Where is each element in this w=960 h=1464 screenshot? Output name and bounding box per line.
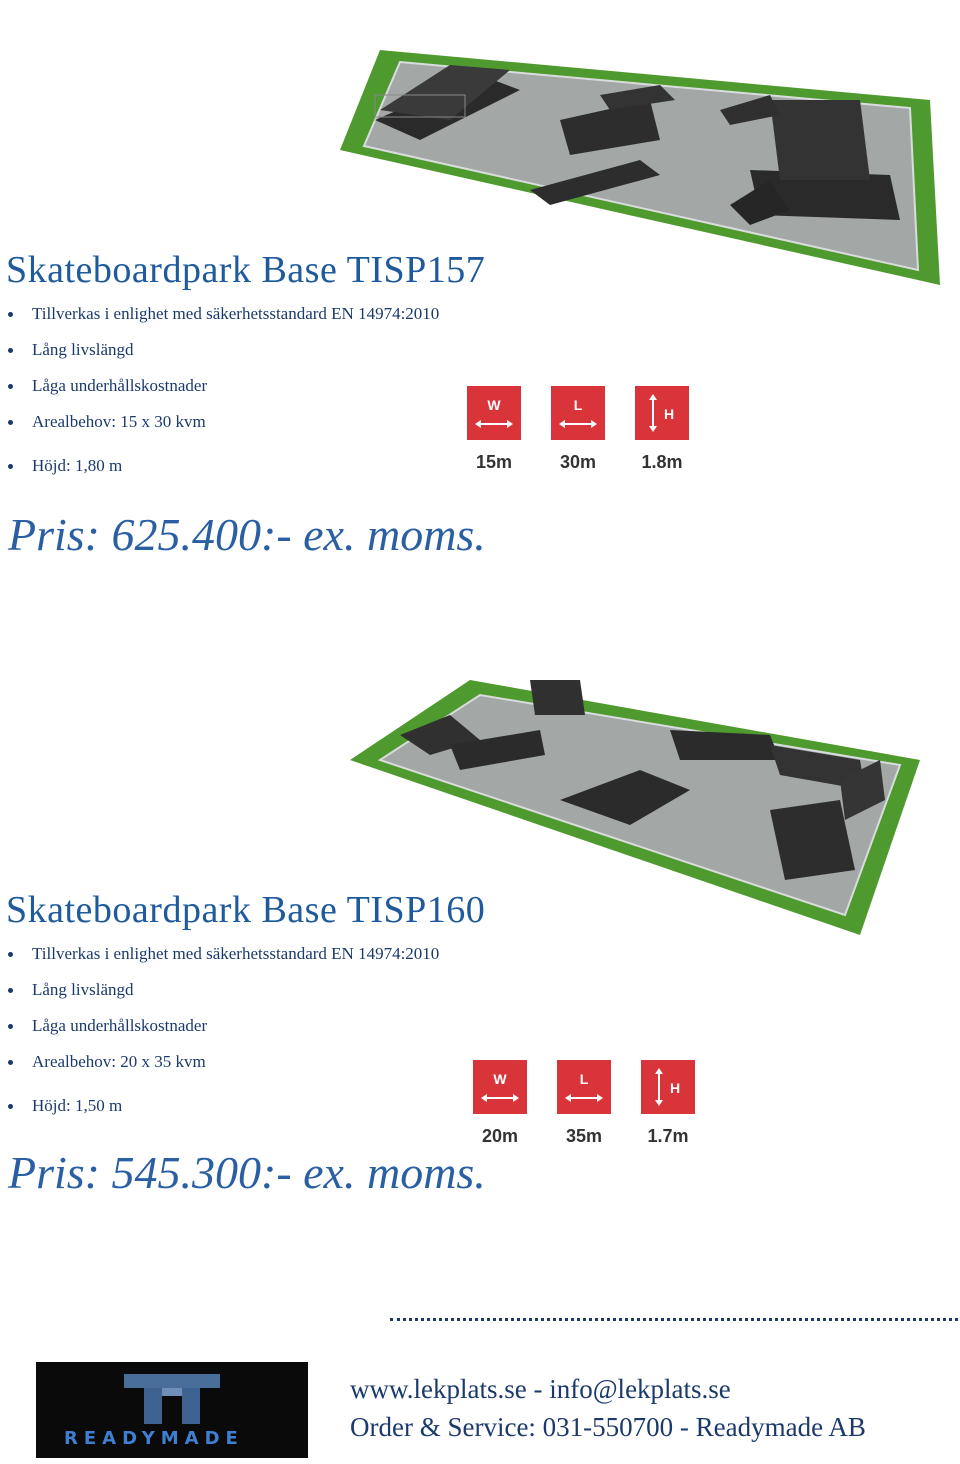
product-title: Skateboardpark Base TISP160 [6, 889, 486, 931]
feature-item: Låga underhållskostnader [6, 1008, 439, 1044]
height-arrow-icon [641, 1060, 695, 1114]
spec-height [640, 1060, 696, 1147]
readymade-logo [36, 1362, 308, 1458]
spec-icons [472, 1060, 696, 1147]
spec-letter: W [493, 1071, 507, 1087]
footer-divider [390, 1318, 958, 1321]
feature-item: Arealbehov: 15 x 30 kvm [6, 404, 439, 440]
height-arrow-icon [635, 386, 689, 440]
spec-width [472, 1060, 528, 1147]
length-arrow-icon [551, 386, 605, 440]
feature-item: Låga underhållskostnader [6, 368, 439, 404]
spec-value: 35m [565, 1126, 603, 1146]
spec-value: 1.8m [641, 452, 683, 472]
contact-line[interactable]: www.lekplats.se - info@lekplats.se [350, 1374, 731, 1404]
spec-value: 15m [475, 452, 513, 472]
spec-letter: L [573, 397, 583, 413]
price-label: Pris: 625.400:- ex. moms. [8, 509, 486, 560]
spec-letter: H [663, 406, 675, 422]
spec-icons [466, 386, 690, 473]
service-line: Order & Service: 031-550700 - Readymade AB [350, 1412, 866, 1442]
spec-height [634, 386, 690, 473]
product-title: Skateboardpark Base TISP157 [6, 249, 486, 291]
feature-item: Höjd: 1,80 m [6, 448, 439, 484]
spec-letter: L [579, 1071, 589, 1087]
feature-item: Höjd: 1,50 m [6, 1088, 439, 1124]
price-label: Pris: 545.300:- ex. moms. [8, 1147, 486, 1198]
width-arrow-icon [473, 1060, 527, 1114]
length-arrow-icon [557, 1060, 611, 1114]
feature-list [6, 936, 439, 1124]
feature-item: Tillverkas i enlighet med säkerhetsstandard EN 14974:2010 [6, 936, 439, 972]
spec-length [556, 1060, 612, 1147]
spec-letter: H [669, 1080, 681, 1096]
spec-length [550, 386, 606, 473]
feature-item: Lång livslängd [6, 332, 439, 368]
width-arrow-icon [467, 386, 521, 440]
feature-item: Tillverkas i enlighet med säkerhetsstandard EN 14974:2010 [6, 296, 439, 332]
spec-value: 20m [481, 1126, 519, 1146]
spec-width [466, 386, 522, 473]
spec-value: 30m [559, 452, 597, 472]
feature-list [6, 296, 439, 484]
feature-item: Lång livslängd [6, 972, 439, 1008]
feature-item: Arealbehov: 20 x 35 kvm [6, 1044, 439, 1080]
spec-value: 1.7m [647, 1126, 689, 1146]
logo-text: READYMADE [64, 1428, 244, 1449]
spec-letter: W [487, 397, 501, 413]
